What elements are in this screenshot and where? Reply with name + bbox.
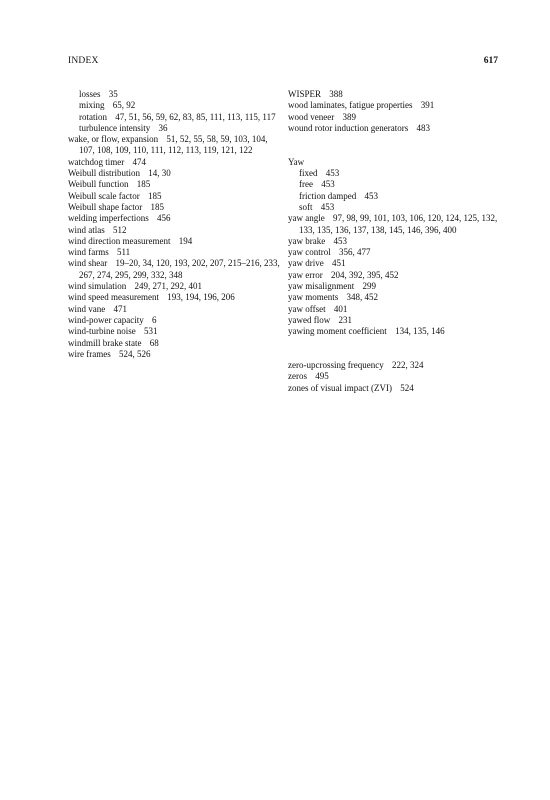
entry-term: yaw angle (288, 213, 325, 224)
entry-term: yaw error (288, 269, 323, 280)
entry-term: Weibull scale factor (68, 190, 140, 201)
index-entry (68, 134, 280, 157)
entry-term: yaw offset (288, 303, 326, 314)
entry-term: yaw misalignment (288, 281, 355, 292)
index-entry (288, 371, 506, 382)
entry-term: wind atlas (68, 224, 105, 235)
entry-term: yaw drive (288, 258, 324, 269)
entry-spacer (288, 134, 506, 157)
index-entry (68, 326, 280, 337)
entry-pages: 356, 477 (339, 247, 371, 258)
index-entry (288, 292, 506, 303)
entry-term: friction damped (299, 190, 357, 201)
entry-pages: 51, 52, 55, 58, 59, 103, 104, 107, 108, 109, 110, 111, 112, 113, 119, 121, 122 (79, 134, 268, 156)
index-entry (288, 247, 506, 258)
index-entry (288, 112, 506, 123)
entry-term: wood laminates, fatigue properties (288, 100, 413, 111)
index-entry (288, 281, 506, 292)
index-entry (288, 258, 506, 269)
entry-term: wind farms (68, 247, 109, 258)
entry-term: yawing moment coefficient (288, 326, 387, 337)
entry-pages: 456 (156, 213, 171, 224)
index-entry (288, 304, 506, 315)
entry-pages: 453 (321, 179, 335, 190)
entry-term: mixing (79, 100, 105, 111)
index-entry (68, 179, 280, 190)
entry-pages: 453 (333, 235, 347, 246)
index-entry (68, 191, 280, 202)
index-entry (288, 326, 506, 337)
entry-term: yawed flow (288, 314, 331, 325)
entry-pages: 483 (416, 122, 430, 133)
entry-term: yaw control (288, 247, 331, 258)
entry-pages: 451 (332, 258, 346, 269)
entry-term: wind speed measurement (68, 292, 159, 303)
index-entry (68, 247, 280, 258)
entry-pages: 474 (132, 156, 146, 167)
index-entry (288, 89, 506, 100)
running-head (68, 56, 498, 68)
index-subentry (288, 202, 506, 213)
entry-pages: 471 (113, 303, 127, 314)
entry-term: soft (299, 201, 313, 212)
entry-pages: 453 (364, 190, 378, 201)
entry-pages: 65, 92 (112, 100, 136, 111)
entry-term: Weibull shape factor (68, 201, 143, 212)
index-entry (288, 100, 506, 111)
entry-pages: 401 (333, 303, 348, 314)
index-entry (288, 236, 506, 247)
entry-pages: 68 (149, 337, 159, 348)
index-entry (68, 258, 280, 281)
index-entry (68, 315, 280, 326)
entry-term: turbulence intensity (79, 122, 151, 133)
entry-term: wind shear (68, 258, 108, 269)
entry-pages: 495 (315, 371, 329, 382)
index-column-right (288, 89, 506, 394)
entry-pages: 47, 51, 56, 59, 62, 83, 85, 111, 113, 115, 117 (115, 111, 276, 122)
entry-term: windmill brake state (68, 337, 142, 348)
index-entry (68, 292, 280, 303)
entry-pages: 511 (117, 247, 131, 258)
index-entry (288, 315, 506, 326)
index-entry (68, 281, 280, 292)
index-subentry (288, 191, 506, 202)
entry-term: yaw moments (288, 292, 339, 303)
index-entry (68, 168, 280, 179)
index-entry (288, 157, 506, 168)
entry-pages: 531 (144, 326, 158, 337)
section-title: INDEX (68, 56, 99, 66)
entry-pages: 389 (342, 111, 356, 122)
entry-term: wind vane (68, 303, 106, 314)
index-entry (68, 304, 280, 315)
entry-pages: 524, 526 (118, 348, 151, 359)
entry-pages: 134, 135, 146 (395, 326, 445, 337)
entry-term: free (299, 179, 313, 190)
entry-pages: 388 (329, 89, 343, 99)
entry-term: watchdog timer (68, 156, 125, 167)
entry-term: wire frames (68, 348, 111, 359)
entry-pages: 348, 452 (346, 292, 378, 303)
entry-term: wind direction measurement (68, 235, 171, 246)
entry-pages: 36 (158, 122, 168, 133)
index-entry (288, 270, 506, 281)
index-entry (68, 213, 280, 224)
index-subentry (68, 100, 280, 111)
entry-pages: 249, 271, 292, 401 (134, 281, 202, 292)
entry-pages: 185 (150, 201, 164, 212)
index-entry (68, 202, 280, 213)
index-subentry (68, 123, 280, 134)
index-subentry (288, 168, 506, 179)
page-number: 617 (483, 56, 498, 66)
index-entry (68, 157, 280, 168)
entry-pages: 185 (136, 179, 151, 190)
entry-pages: 19–20, 34, 120, 193, 202, 207, 215–216, 233, 267, 274, 295, 299, 332, 348 (79, 258, 280, 280)
entry-pages: 194 (178, 235, 193, 246)
index-entry (68, 349, 280, 360)
entry-term: welding imperfections (68, 213, 149, 224)
entry-term: Weibull function (68, 179, 129, 190)
entry-term: wind-turbine noise (68, 326, 136, 337)
entry-pages: 453 (320, 201, 335, 212)
entry-pages: 299 (362, 281, 376, 292)
index-entry (68, 236, 280, 247)
entry-term: yaw brake (288, 235, 326, 246)
entry-term: zeros (288, 371, 307, 382)
entry-pages: 193, 194, 196, 206 (167, 292, 235, 303)
entry-term: zero-upcrossing frequency (288, 360, 384, 371)
entry-term: wake, or flow, expansion (68, 134, 159, 145)
entry-term: Weibull distribution (68, 168, 141, 179)
index-entry (68, 338, 280, 349)
entry-term: zones of visual impact (ZVI) (288, 382, 392, 393)
index-entry (288, 360, 506, 371)
entry-spacer (288, 338, 506, 361)
entry-term: Yaw (288, 156, 305, 167)
entry-pages: 14, 30 (148, 168, 171, 179)
entry-term: fixed (299, 168, 318, 179)
entry-term: wood veneer (288, 111, 335, 122)
index-entry (288, 123, 506, 134)
entry-pages: 391 (420, 100, 435, 111)
entry-pages: 222, 324 (391, 360, 424, 371)
entry-pages: 204, 392, 395, 452 (330, 269, 399, 280)
entry-pages: 524 (400, 382, 414, 393)
entry-term: wind-power capacity (68, 314, 144, 325)
entry-pages: 35 (108, 89, 118, 99)
index-subentry (68, 89, 280, 100)
index-entry (288, 213, 506, 236)
entry-term: wound rotor induction generators (288, 122, 409, 133)
index-entry (68, 225, 280, 236)
entry-pages: 6 (151, 314, 157, 325)
index-column-left (68, 89, 280, 360)
index-entry (288, 383, 506, 394)
entry-term: WISPER (288, 89, 322, 99)
entry-pages: 512 (113, 224, 127, 235)
entry-pages: 453 (325, 168, 340, 179)
index-subentry (68, 112, 280, 123)
index-subentry (288, 179, 506, 190)
entry-pages: 185 (148, 190, 162, 201)
entry-term: wind simulation (68, 281, 127, 292)
entry-term: rotation (79, 111, 107, 122)
entry-pages: 231 (338, 314, 352, 325)
entry-term: losses (79, 89, 101, 99)
entry-pages: 97, 98, 99, 101, 103, 106, 120, 124, 125, 132, 133, 135, 136, 137, 138, 145, 146, 396, 400 (299, 213, 498, 235)
